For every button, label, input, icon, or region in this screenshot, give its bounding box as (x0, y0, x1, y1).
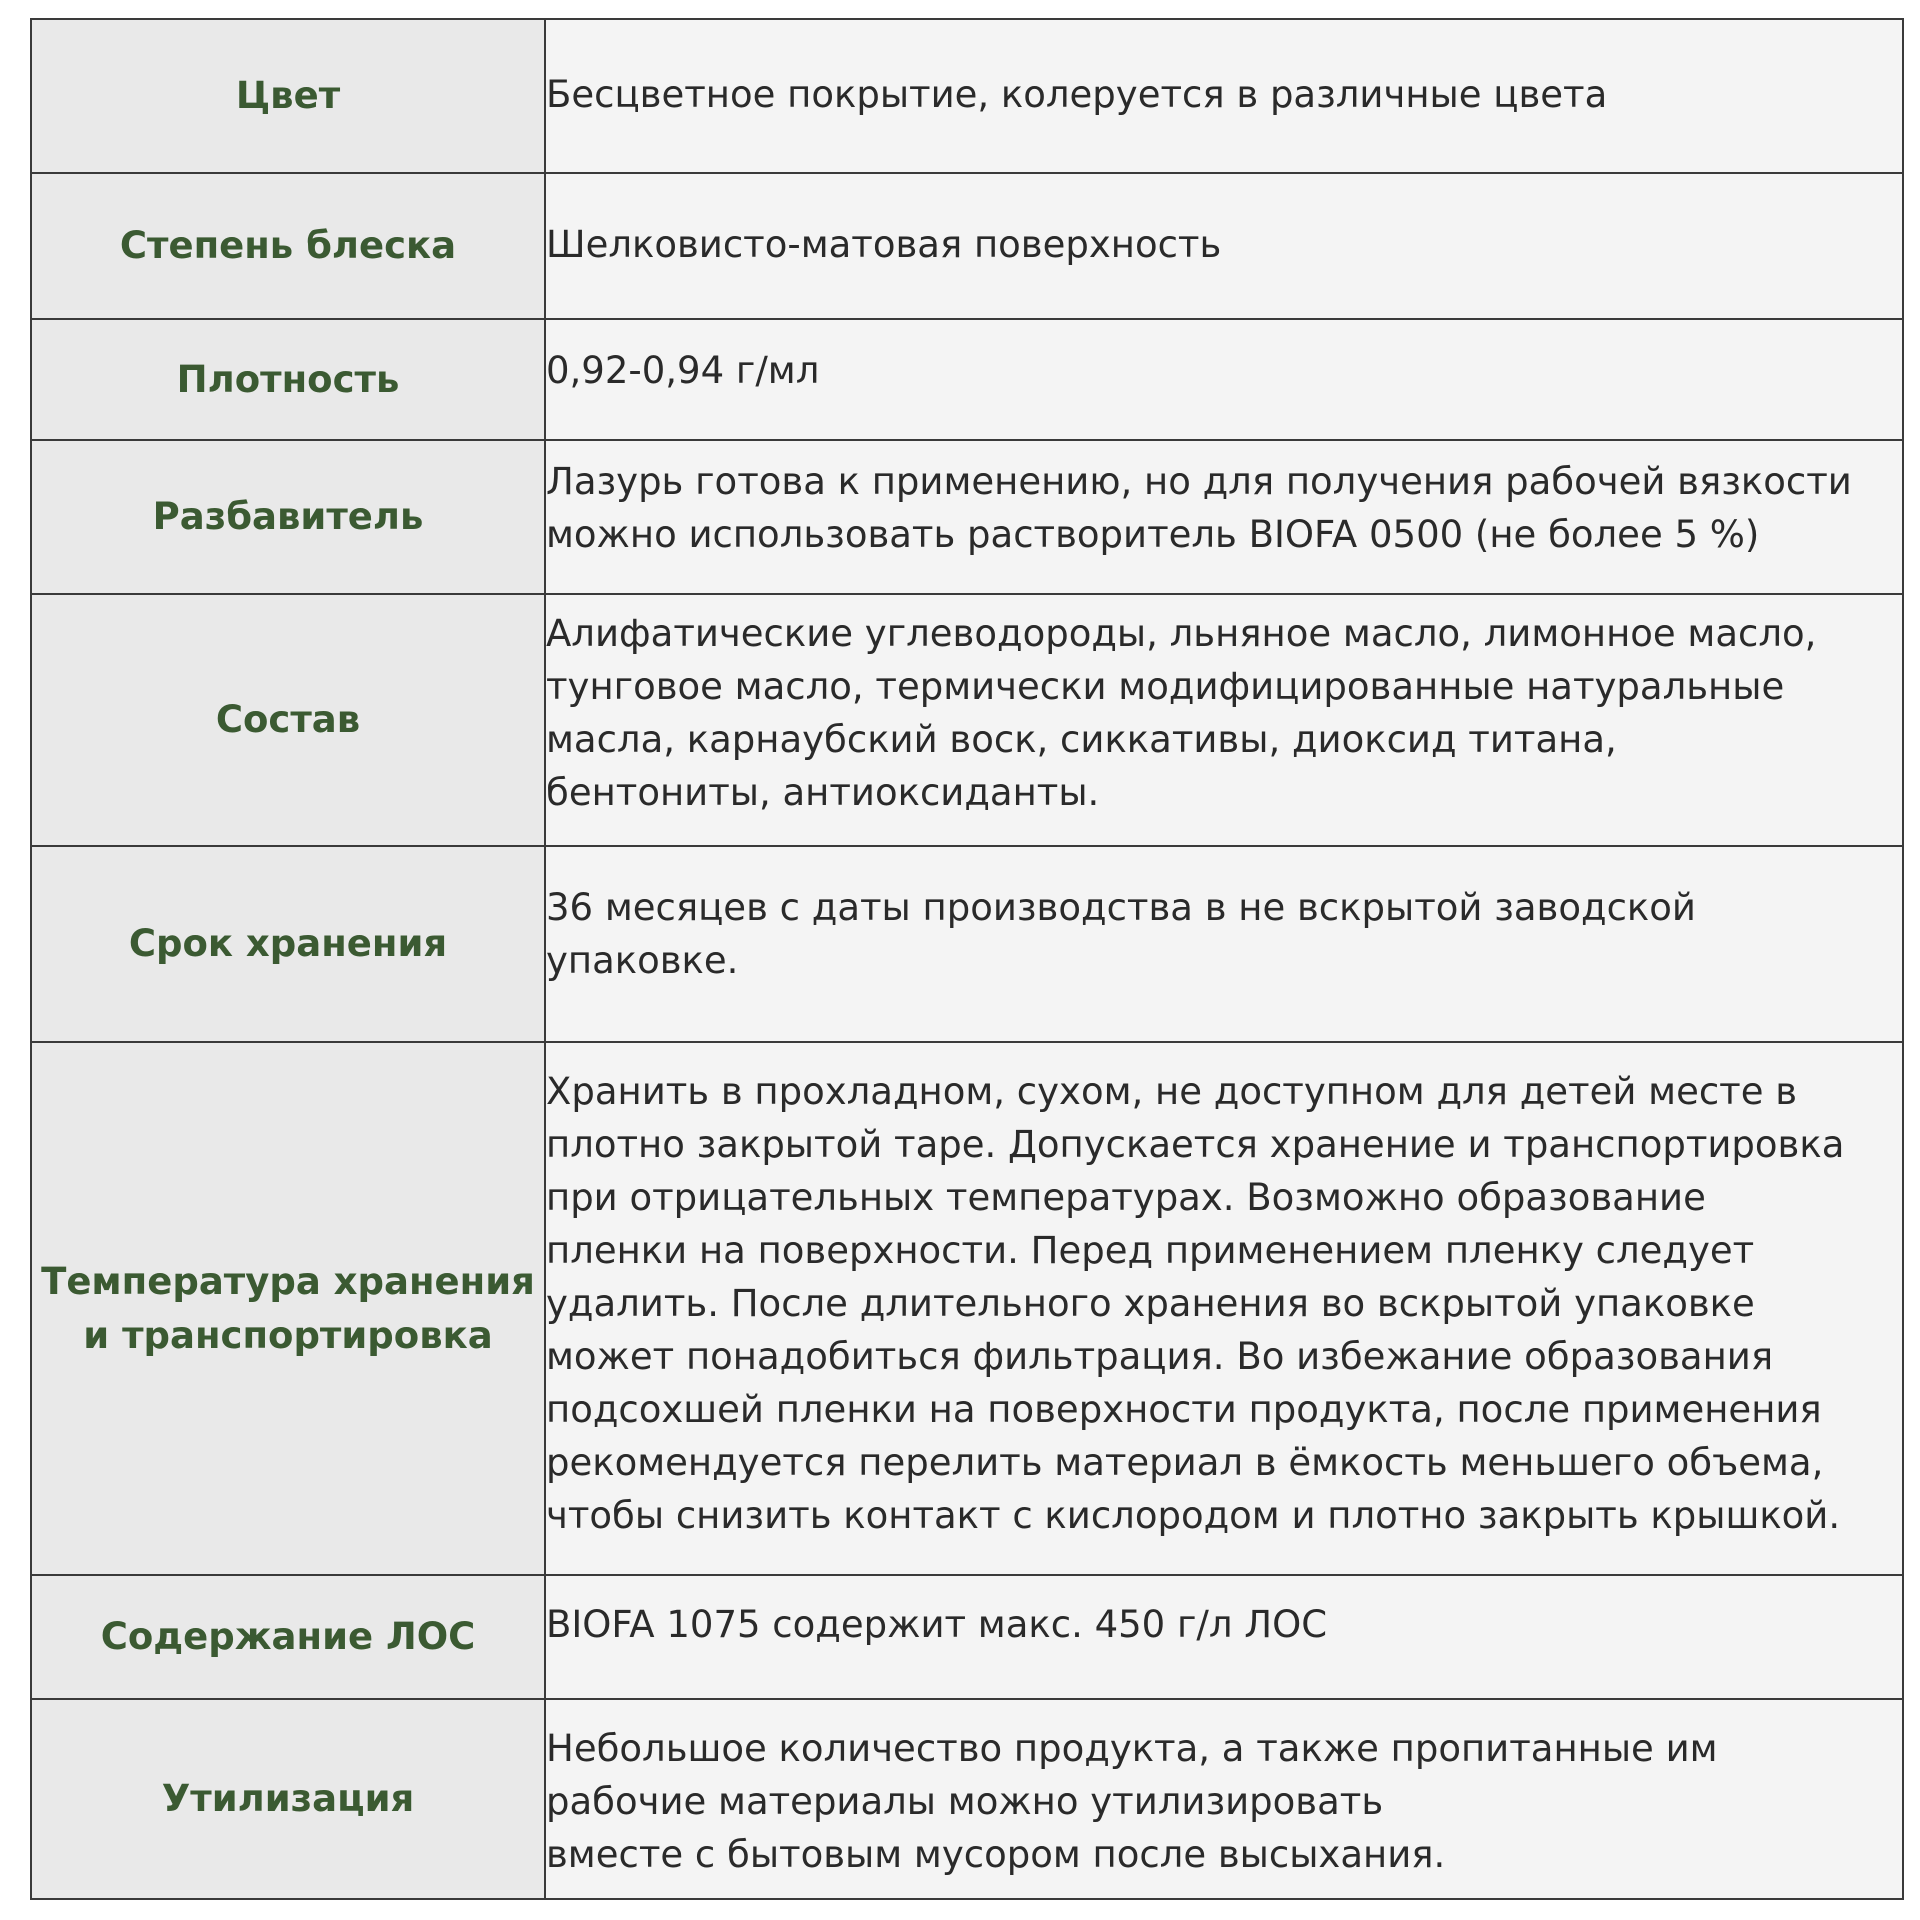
row-value-cell (545, 19, 1903, 173)
row-value-cell (545, 440, 1903, 594)
row-value: Хранить в прохладном, сухом, не доступном для детей месте в плотно закрытой таре. Допускается хранение и транспортировка при отрицательных температурах. Возможно образование пленки на поверхности. Перед применением пленку следует удалить. После длительного хранения во вскрытой упаковке может понадобиться фильтрация. Во избежание образования подсохшей пленки на поверхности продукта, после применения рекомендуется перелить материал в ёмкость меньшего объема, чтобы снизить контакт с кислородом и плотно закрыть крышкой. (546, 1070, 1845, 1537)
row-label: Срок хранения (128, 922, 448, 965)
table-row-color (31, 19, 1903, 173)
row-value: Алифатические углеводороды, льняное масло, лимонное масло, тунговое масло, термически модифицированные натуральные масла, карнаубский воск, сиккативы, диоксид титана, бентониты, антиоксиданты. (546, 612, 1817, 814)
table-row-storage-temperature (31, 1042, 1903, 1575)
row-label: Разбавитель (152, 495, 424, 538)
row-value-cell (545, 1042, 1903, 1575)
row-label: Утилизация (161, 1777, 415, 1820)
row-label-cell (31, 594, 545, 846)
row-value-cell (545, 173, 1903, 319)
row-label-cell (31, 1042, 545, 1575)
row-value-cell (545, 846, 1903, 1042)
row-label: Содержание ЛОС (100, 1615, 476, 1658)
table-row-density (31, 319, 1903, 440)
row-label-cell (31, 1575, 545, 1699)
row-label: Степень блеска (119, 224, 457, 267)
row-label: Цвет (235, 74, 341, 117)
row-label-cell (31, 846, 545, 1042)
table-row-voc-content (31, 1575, 1903, 1699)
row-label-cell (31, 19, 545, 173)
row-value: Небольшое количество продукта, а также пропитанные им рабочие материалы можно утилизировать вместе с бытовым мусором после высыхания. (546, 1727, 1718, 1876)
row-value: 36 месяцев с даты производства в не вскрытой заводской упаковке. (546, 886, 1696, 982)
row-label-cell (31, 440, 545, 594)
row-label-cell (31, 319, 545, 440)
table-row-gloss (31, 173, 1903, 319)
row-value: BIOFA 1075 содержит макс. 450 г/л ЛОС (546, 1603, 1328, 1646)
row-value-cell (545, 1699, 1903, 1899)
row-label: Температура хранения и транспортировка (41, 1259, 535, 1357)
table-row-disposal (31, 1699, 1903, 1899)
row-label-cell (31, 173, 545, 319)
row-value: Лазурь готова к применению, но для получения рабочей вязкости можно использовать растворитель BIOFA 0500 (не более 5 %) (546, 460, 1852, 556)
row-value-cell (545, 1575, 1903, 1699)
table-row-composition (31, 594, 1903, 846)
row-value: Шелковисто-матовая поверхность (546, 223, 1222, 266)
row-value-cell (545, 319, 1903, 440)
row-value-cell (545, 594, 1903, 846)
row-value: Бесцветное покрытие, колеруется в различные цвета (546, 73, 1608, 116)
table-row-thinner (31, 440, 1903, 594)
table-row-shelf-life (31, 846, 1903, 1042)
row-label: Состав (215, 698, 361, 741)
row-value: 0,92-0,94 г/мл (546, 349, 820, 392)
row-label-cell (31, 1699, 545, 1899)
row-label: Плотность (176, 357, 400, 401)
specifications-table (30, 18, 1904, 1900)
